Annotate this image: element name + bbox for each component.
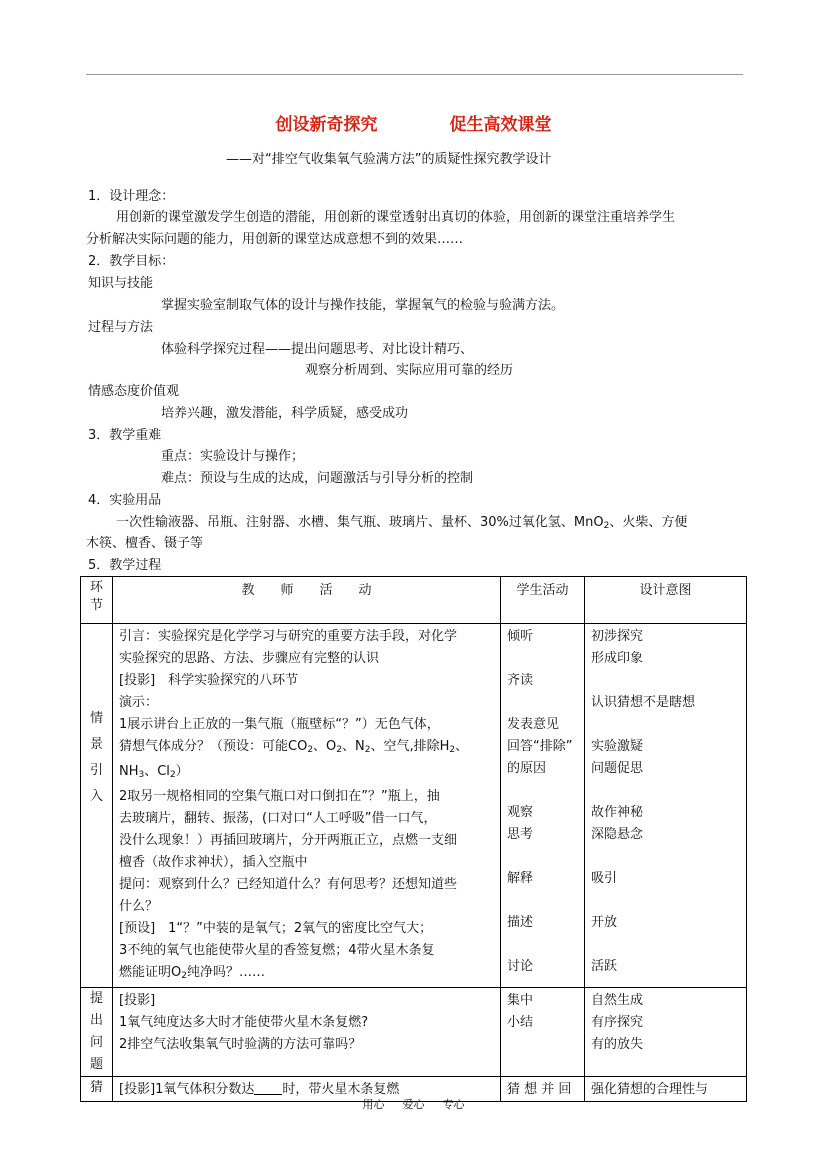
teacher-activity-cell: 引言：实验探究是化学学习与研究的重要方法手段，对化学 实验探究的思路、方法、步骤应有完整的认识 [投影] 科学实验探究的八环节 演示： 1展示讲台上正放的一集气瓶（瓶壁标“？”）无色气体， 猜想气体成分？（预设：可能$CO_2$、$O_2$、$N_2$、空气,排除$H_2$、 $NH_3$、$Cl_2$） 2取另一规格相同的空集气瓶口对口倒扣在”？”瓶上，抽 去玻璃片，翻转、振荡，(口对口“人工呼吸”借一口气， 没什么现象！）再插回玻璃片，分开两瓶正立，点燃一支细 檀香（故作求神状），插入空瓶中 提问：观察到什么？已经知道什么？有何思考？还想知道些 什么？ [预设] 1“？”中装的是氧气；2氧气的密度比空气大； 3不纯的氧气也能使带火星的香签复燃；4带火星木条复 燃能证明$O_2$纯净吗？…… <box>113 624 501 988</box>
emotion-heading: 情感态度价值观 <box>88 384 180 399</box>
process-heading: 过程与方法 <box>88 320 154 335</box>
student-activity-cell: 倾听 齐读 发表意见 回答“排除” 的原因 观察 思考 解释 描述 讨论 <box>501 624 585 988</box>
knowledge-heading: 知识与技能 <box>88 276 154 291</box>
title-left: 创设新奇探究 <box>275 115 378 135</box>
student-activity-cell: 集中 小结 <box>501 988 585 1077</box>
difficult-point: 难点：预设与生成的达成，问题激活与引导分析的控制 <box>161 471 474 486</box>
key-point: 重点：实验设计与操作； <box>161 449 305 464</box>
stage-cell: 提 出 问 题 <box>81 988 113 1077</box>
design-intent-cell: 强化猜想的合理性与 <box>585 1077 747 1102</box>
header-student: 学生活动 <box>501 577 585 624</box>
fill-in-blank <box>254 1082 282 1095</box>
stage-cell: 猜 <box>81 1077 113 1102</box>
table-header-row <box>81 577 747 624</box>
header-intent: 设计意图 <box>585 577 747 624</box>
document-title <box>0 110 827 135</box>
design-intent-cell: 初涉探究 形成印象 认识猜想不是瞎想 实验激疑 问题促思 故作神秘 深隐悬念 吸引 开放 活跃 <box>585 624 747 988</box>
design-intent-cell: 自然生成 有序探究 有的放失 <box>585 988 747 1077</box>
process-text-1: 体验科学探究过程——提出问题思考、对比设计精巧、 <box>161 342 474 357</box>
stage-cell: 情 景 引 入 <box>81 624 113 988</box>
process-text-2: 观察分析周到、实际应用可靠的经历 <box>305 363 514 378</box>
teaching-process-table <box>80 576 747 1102</box>
section-4-heading: 4．实验用品 <box>88 493 162 508</box>
materials-text-2: 木筷、檀香、镊子等 <box>86 536 204 551</box>
materials-text-1: 一次性输液器、吊瓶、注射器、水槽、集气瓶、玻璃片、量杯、30%过氧化氢、MnO$_2$、火柴、方便 <box>116 515 688 531</box>
table-row <box>81 988 747 1077</box>
header-stage: 环 节 <box>81 577 113 624</box>
emotion-text: 培养兴趣，激发潜能，科学质疑，感受成功 <box>161 406 409 421</box>
section-2-heading: 2．教学目标： <box>88 254 175 269</box>
document-subtitle: ——对“排空气收集氧气验满方法”的质疑性探究教学设计 <box>226 152 552 167</box>
page-footer <box>0 1096 827 1112</box>
section-5-heading: 5．教学过程 <box>88 558 162 573</box>
student-activity-cell: 猜 想 并 回 <box>501 1077 585 1102</box>
header-teacher: 教 师 活 动 <box>113 577 501 624</box>
footer-word: 用心 <box>362 1098 385 1111</box>
teacher-activity-cell: [投影] 1氧气纯度达多大时才能使带火星木条复燃? 2排空气法收集氧气时验满的方法可靠吗？ <box>113 988 501 1077</box>
section-1-heading: 1．设计理念： <box>88 189 175 204</box>
teacher-activity-cell: [投影]1氧气体积分数达 时，带火星木条复燃 <box>113 1077 501 1102</box>
section-1-text-1: 用创新的课堂激发学生创造的潜能，用创新的课堂透射出真切的体验，用创新的课堂注重培养学生 <box>116 210 676 225</box>
header-rule <box>86 74 743 75</box>
section-3-heading: 3．教学重难 <box>88 428 162 443</box>
footer-word: 爱心 <box>402 1098 425 1111</box>
footer-word: 专心 <box>442 1098 465 1111</box>
title-right: 促生高效课堂 <box>449 115 552 135</box>
knowledge-text: 掌握实验室制取气体的设计与操作技能，掌握氧气的检验与验满方法。 <box>161 298 565 313</box>
table-row <box>81 624 747 988</box>
section-1-text-2: 分析解决实际问题的能力，用创新的课堂达成意想不到的效果…… <box>86 232 464 247</box>
